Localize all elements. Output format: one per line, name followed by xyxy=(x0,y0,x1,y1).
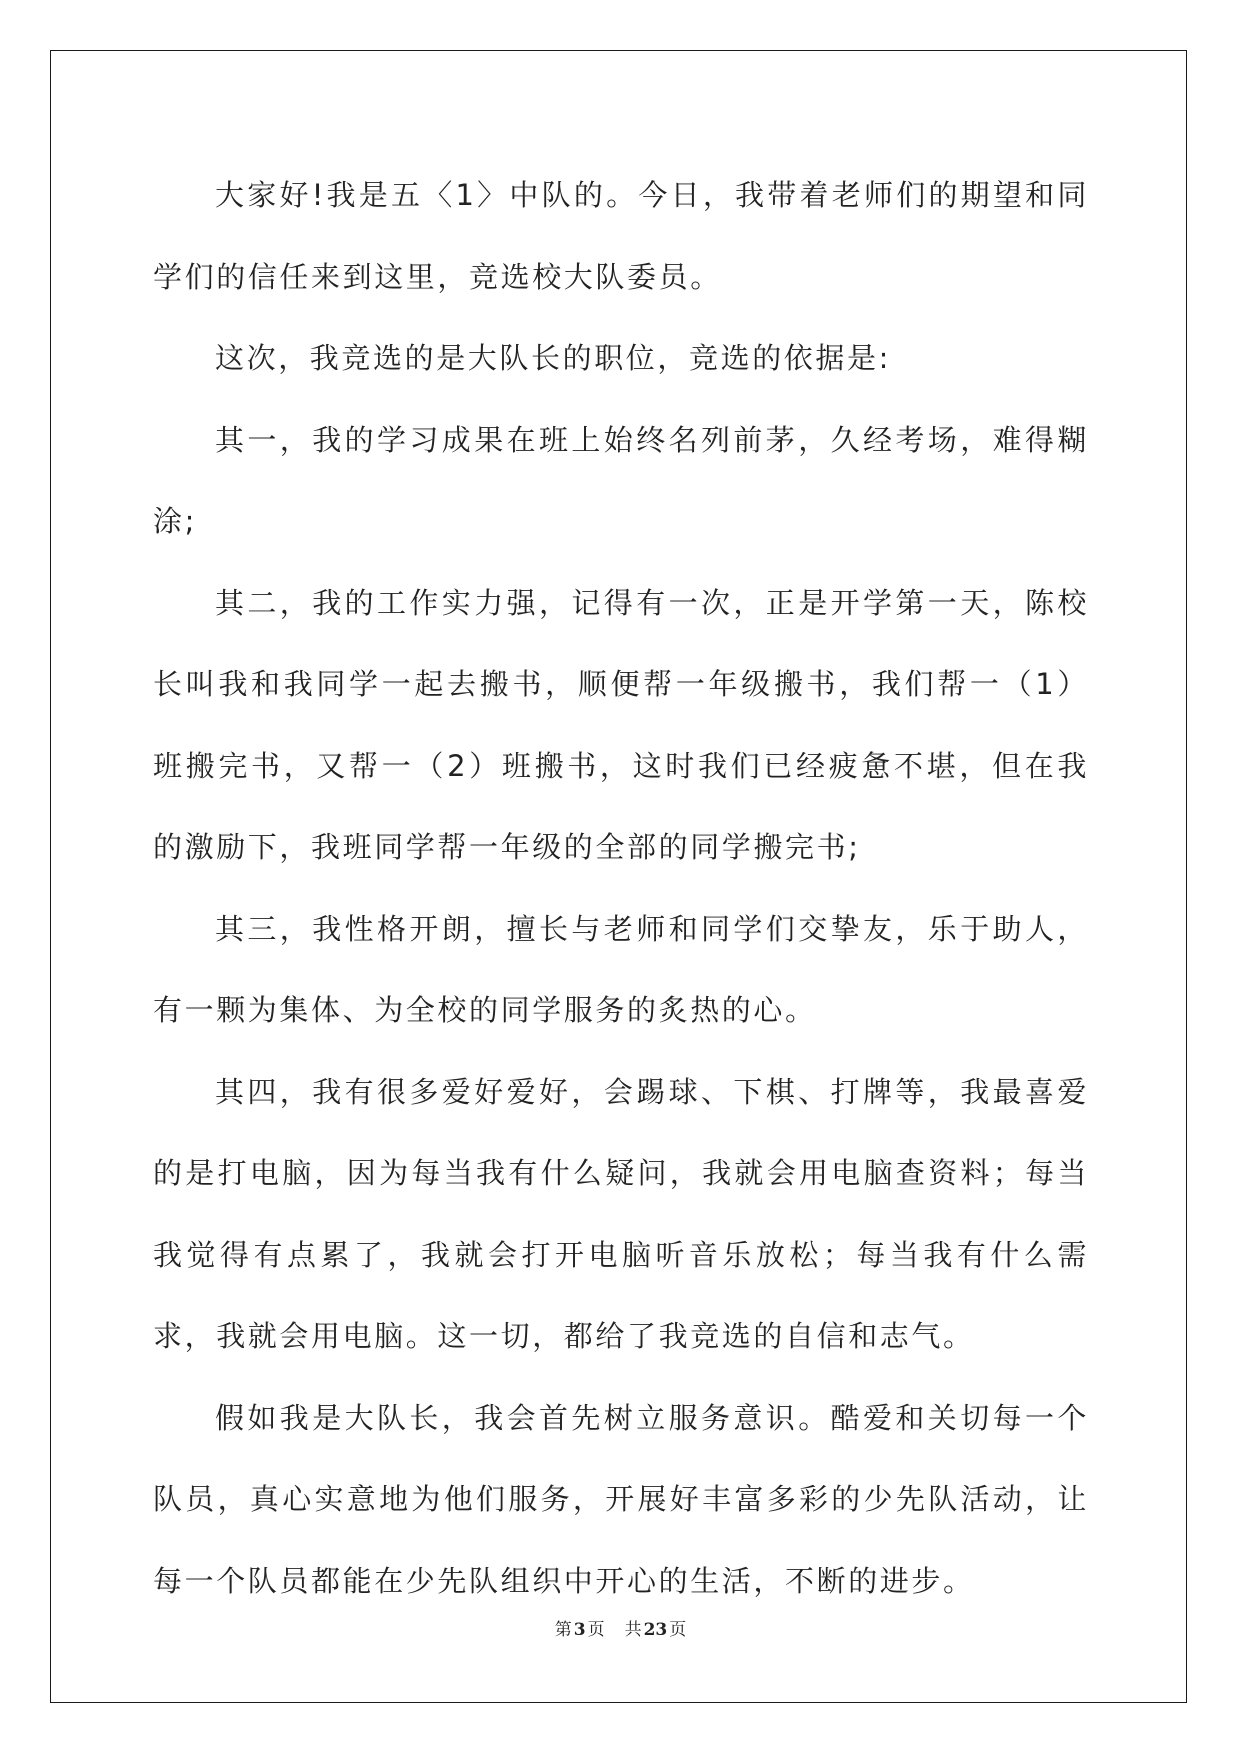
paragraph-position: 这次，我竞选的是大队长的职位，竞选的依据是: xyxy=(215,341,891,375)
paragraph-greeting: 大家好!我是五〈1〉中队的。今日，我带着老师们的期望和同学们的信任来到这里，竞选校大队委员。 xyxy=(153,178,1089,294)
paragraph-reason-1: 其一，我的学习成果在班上始终名列前茅，久经考场，难得糊涂; xyxy=(153,422,1089,538)
page-prefix: 第 xyxy=(554,1620,572,1640)
total-suffix: 页 xyxy=(669,1620,687,1640)
paragraph-reason-4: 其四，我有很多爱好爱好，会踢球、下棋、打牌等，我最喜爱的是打电脑，因为每当我有什么疑问，我就会用电脑查资料；每当我觉得有点累了，我就会打开电脑听音乐放松；每当我有什么需求，我就会用电脑。这一切，都给了我竞选的自信和志气。 xyxy=(153,1074,1089,1353)
total-prefix: 共 xyxy=(624,1620,642,1640)
paragraph-reason-2: 其二，我的工作实力强，记得有一次，正是开学第一天，陈校长叫我和我同学一起去搬书，顺便帮一年级搬书，我们帮一（1）班搬完书，又帮一（2）班搬书，这时我们已经疲惫不堪，但在我的激励下，我班同学帮一年级的全部的同学搬完书; xyxy=(153,585,1089,864)
document-body xyxy=(153,155,1089,1622)
page-footer xyxy=(0,1618,1241,1642)
paragraph-reason-3: 其三，我性格开朗，擅长与老师和同学们交挚友，乐于助人，有一颗为集体、为全校的同学服务的炙热的心。 xyxy=(153,911,1089,1027)
page-number: 3 xyxy=(573,1620,586,1640)
total-pages: 23 xyxy=(643,1620,668,1640)
page-suffix: 页 xyxy=(587,1620,605,1640)
paragraph-plan: 假如我是大队长，我会首先树立服务意识。酷爱和关切每一个队员，真心实意地为他们服务，开展好丰富多彩的少先队活动，让每一个队员都能在少先队组织中开心的生活，不断的进步。 xyxy=(153,1400,1089,1598)
